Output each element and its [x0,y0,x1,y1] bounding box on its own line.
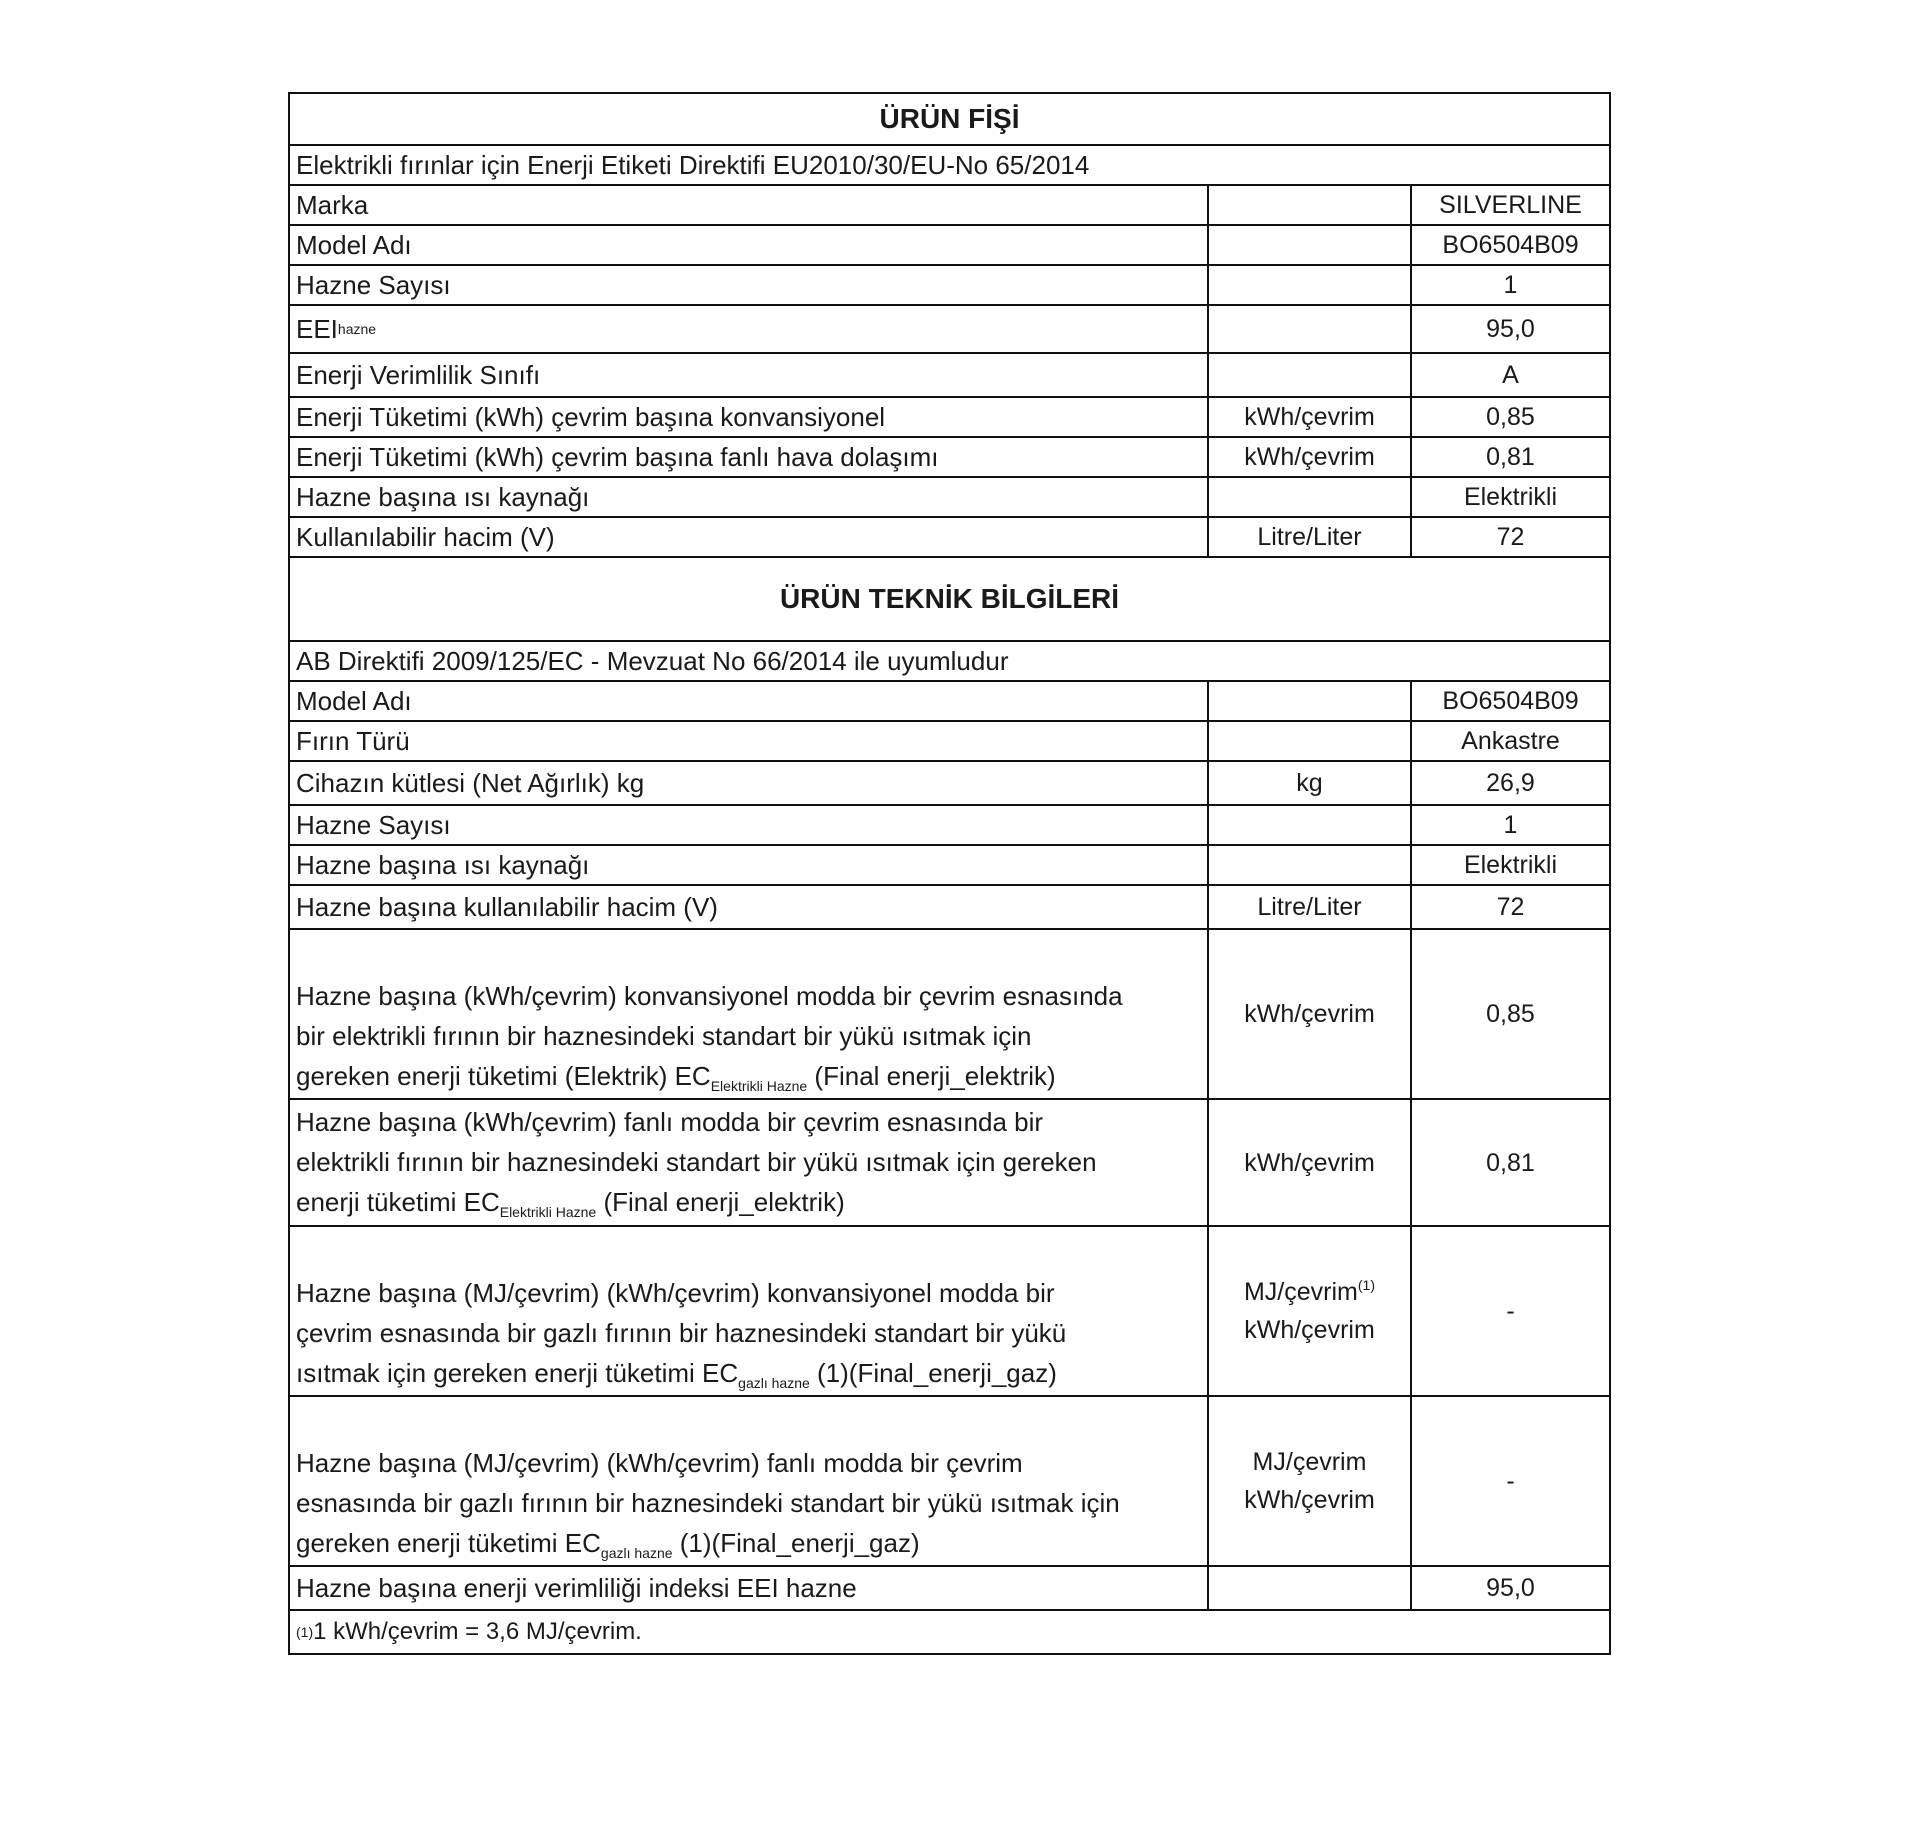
label-line: gereken enerji tüketimi EC [296,1528,601,1558]
row-unit: kWh/çevrim [1209,398,1412,436]
row-unit [1209,806,1412,844]
row-value: 0,85 [1486,403,1535,431]
row-unit [1209,722,1412,760]
label-line: (1)(Final_enerji_gaz) [672,1528,920,1558]
row-label: Enerji Tüketimi (kWh) çevrim başına konvansiyonel [290,398,1209,436]
row-unit: kWh/çevrim [1209,1100,1412,1225]
table-row [290,186,1609,226]
label-line: gereken enerji tüketimi (Elektrik) EC [296,1061,711,1091]
row-unit: kWh/çevrim [1209,930,1412,1098]
row-value: 0,81 [1486,1148,1535,1177]
row-unit [1209,186,1412,224]
unit-line: kWh/çevrim [1244,1486,1375,1514]
label-line: enerji tüketimi EC [296,1186,500,1217]
row-value: 72 [1496,523,1525,551]
table-row [290,518,1609,558]
label-sub: gazlı hazne [738,1375,810,1391]
row-unit [1209,266,1412,304]
label-line: Hazne başına (kWh/çevrim) konvansiyonel modda bir çevrim esnasında [296,981,1123,1011]
row-label: Hazne başına ısı kaynağı [290,478,1209,516]
row-label: Kullanılabilir hacim (V) [290,518,1209,556]
row-label [290,1227,1209,1395]
fiche-title: ÜRÜN FİŞİ [879,103,1020,134]
label-line: Hazne başına (MJ/çevrim) (kWh/çevrim) fanlı modda bir çevrim [296,1448,1023,1478]
label-line: ısıtmak için gereken enerji tüketimi EC [296,1358,739,1388]
row-unit: kg [1209,762,1412,804]
label-line: Hazne başına (kWh/çevrim) fanlı modda bir çevrim esnasında bir [296,1106,1044,1137]
label-line: (Final enerji_elektrik) [807,1061,1056,1091]
eei-label: EEI [296,314,338,344]
row-value: SILVERLINE [1439,191,1582,219]
table-row [290,1567,1609,1611]
row-value: 1 [1503,811,1518,839]
row-label: Hazne Sayısı [290,266,1209,304]
table-row [290,478,1609,518]
label-line: esnasında bir gazlı fırının bir haznesindeki standart bir yükü ısıtmak için [296,1488,1120,1518]
table-row [290,398,1609,438]
row-label [290,930,1209,1098]
row-unit: kWh/çevrim [1209,438,1412,476]
row-value: Elektrikli [1463,851,1558,879]
row-value: 0,81 [1486,443,1535,471]
table-row [290,722,1609,762]
table-row [290,266,1609,306]
table-row [290,306,1609,354]
table-row [290,1227,1609,1397]
row-value: Ankastre [1461,727,1560,755]
row-label: Enerji Tüketimi (kWh) çevrim başına fanlı hava dolaşımı [290,438,1209,476]
row-value: 72 [1496,893,1525,921]
fiche-directive-row [290,146,1609,186]
table-row [290,1100,1609,1227]
row-label [290,1100,1209,1225]
row-value: 0,85 [1486,1000,1535,1028]
fiche-title-row [290,94,1609,146]
table-row [290,354,1609,398]
table-row [290,846,1609,886]
row-value: - [1506,1467,1515,1495]
row-unit [1209,226,1412,264]
label-sub: Elektrikli Hazne [710,1078,808,1094]
unit-sup: (1) [1357,1277,1375,1293]
label-line: elektrikli fırının bir haznesindeki standart bir yükü ısıtmak için gereken [296,1146,1097,1177]
label-line: (1)(Final_enerji_gaz) [809,1358,1057,1388]
table-row [290,682,1609,722]
technical-directive-row [290,642,1609,682]
unit-line: MJ/çevrim [1252,1448,1367,1476]
fiche-directive: Elektrikli fırınlar için Enerji Etiketi Direktifi EU2010/30/EU-No 65/2014 [296,150,1090,180]
row-label: Marka [290,186,1209,224]
table-row [290,762,1609,806]
row-unit [1209,306,1412,352]
row-label: Hazne başına ısı kaynağı [290,846,1209,884]
row-label: Hazne başına enerji verimliliği indeksi EEI hazne [290,1567,1209,1609]
table-row [290,1397,1609,1567]
row-unit [1209,682,1412,720]
label-sub: gazlı hazne [600,1545,673,1561]
row-label: Enerji Verimlilik Sınıfı [290,354,1209,396]
unit-line: MJ/çevrim [1243,1278,1358,1306]
row-label: Hazne Sayısı [290,806,1209,844]
label-line: Hazne başına (MJ/çevrim) (kWh/çevrim) konvansiyonel modda bir [296,1278,1055,1308]
technical-title-row [290,558,1609,642]
row-unit: Litre/Liter [1209,518,1412,556]
row-unit [1209,354,1412,396]
row-value: 95,0 [1486,315,1535,343]
table-row [290,886,1609,930]
row-unit [1209,478,1412,516]
label-line: çevrim esnasında bir gazlı fırının bir haznesindeki standart bir yükü [296,1318,1067,1348]
row-label: Cihazın kütlesi (Net Ağırlık) kg [290,762,1209,804]
row-label [290,1397,1209,1565]
label-sub: Elektrikli Hazne [499,1203,597,1220]
row-value: 1 [1503,271,1518,299]
row-label: Hazne başına kullanılabilir hacim (V) [290,886,1209,928]
row-label: Model Adı [290,226,1209,264]
row-value: 95,0 [1486,1574,1535,1602]
technical-directive: AB Direktifi 2009/125/EC - Mevzuat No 66/2014 ile uyumludur [296,646,1009,676]
row-value: BO6504B09 [1442,231,1579,259]
table-row [290,438,1609,478]
row-value: - [1506,1297,1515,1325]
footnote-text: 1 kWh/çevrim = 3,6 MJ/çevrim. [313,1618,642,1645]
table-row [290,806,1609,846]
table-row [290,930,1609,1100]
row-value: A [1502,361,1519,389]
row-unit [1209,846,1412,884]
row-value: BO6504B09 [1442,687,1579,715]
row-unit [1209,1397,1412,1565]
row-label: Fırın Türü [290,722,1209,760]
product-fiche-table [288,92,1611,1655]
label-line: bir elektrikli fırının bir haznesindeki standart bir yükü ısıtmak için [296,1021,1032,1051]
row-label: Model Adı [290,682,1209,720]
row-unit [1209,1567,1412,1609]
row-unit [1209,1227,1412,1395]
row-unit: Litre/Liter [1209,886,1412,928]
row-value: Elektrikli [1463,483,1558,511]
unit-line: kWh/çevrim [1244,1316,1375,1344]
footnote: (1) 1 kWh/çevrim = 3,6 MJ/çevrim. [290,1611,1609,1655]
technical-title: ÜRÜN TEKNİK BİLGİLERİ [779,583,1120,614]
row-label: EEI hazne [290,306,1209,352]
row-value: 26,9 [1486,769,1535,797]
table-row [290,226,1609,266]
label-line: (Final enerji_elektrik) [596,1186,845,1217]
